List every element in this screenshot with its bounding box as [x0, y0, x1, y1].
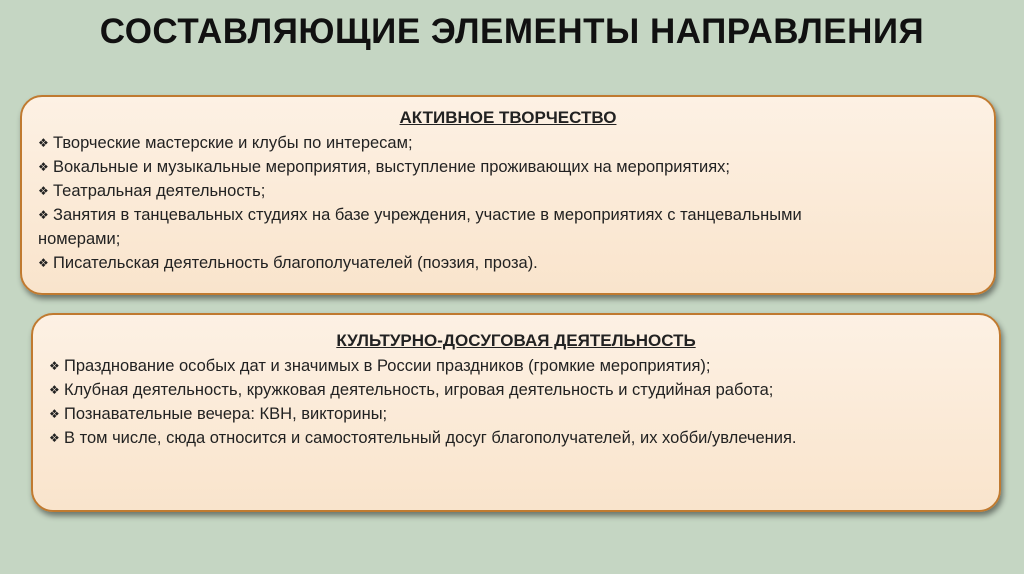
diamond-bullet-icon: ❖: [49, 383, 60, 397]
diamond-bullet-icon: ❖: [38, 160, 49, 174]
list-item: ❖ Театральная деятельность;: [38, 179, 978, 203]
list-item: ❖ Занятия в танцевальных студиях на базе учреждения, участие в мероприятиях с танцевальными номерами;: [38, 203, 888, 251]
section-active-creativity: [20, 95, 996, 295]
list-item: ❖ Познавательные вечера: КВН, викторины;: [49, 402, 983, 426]
section-cultural-leisure: [31, 313, 1001, 512]
bullet-list: [49, 354, 983, 450]
list-item: ❖ Творческие мастерские и клубы по интересам;: [38, 131, 978, 155]
list-item: ❖ В том числе, сюда относится и самостоятельный досуг благополучателей, их хобби/увлечения.: [49, 426, 849, 450]
section-heading: КУЛЬТУРНО-ДОСУГОВАЯ ДЕЯТЕЛЬНОСТЬ: [336, 331, 696, 350]
slide-title: СОСТАВЛЯЮЩИЕ ЭЛЕМЕНТЫ НАПРАВЛЕНИЯ: [99, 12, 925, 51]
diamond-bullet-icon: ❖: [49, 407, 60, 421]
list-item: ❖ Вокальные и музыкальные мероприятия, выступление проживающих на мероприятиях;: [38, 155, 978, 179]
diamond-bullet-icon: ❖: [49, 431, 60, 445]
section-heading: АКТИВНОЕ ТВОРЧЕСТВО: [399, 108, 617, 127]
diamond-bullet-icon: ❖: [38, 208, 49, 222]
diamond-bullet-icon: ❖: [38, 184, 49, 198]
diamond-bullet-icon: ❖: [38, 136, 49, 150]
diamond-bullet-icon: ❖: [49, 359, 60, 373]
diamond-bullet-icon: ❖: [38, 256, 49, 270]
list-item: ❖ Празднование особых дат и значимых в России праздников (громкие мероприятия);: [49, 354, 983, 378]
bullet-list: [38, 131, 978, 275]
list-item: ❖ Клубная деятельность, кружковая деятельность, игровая деятельность и студийная работа;: [49, 378, 983, 402]
list-item: ❖ Писательская деятельность благополучателей (поэзия, проза).: [38, 251, 978, 275]
